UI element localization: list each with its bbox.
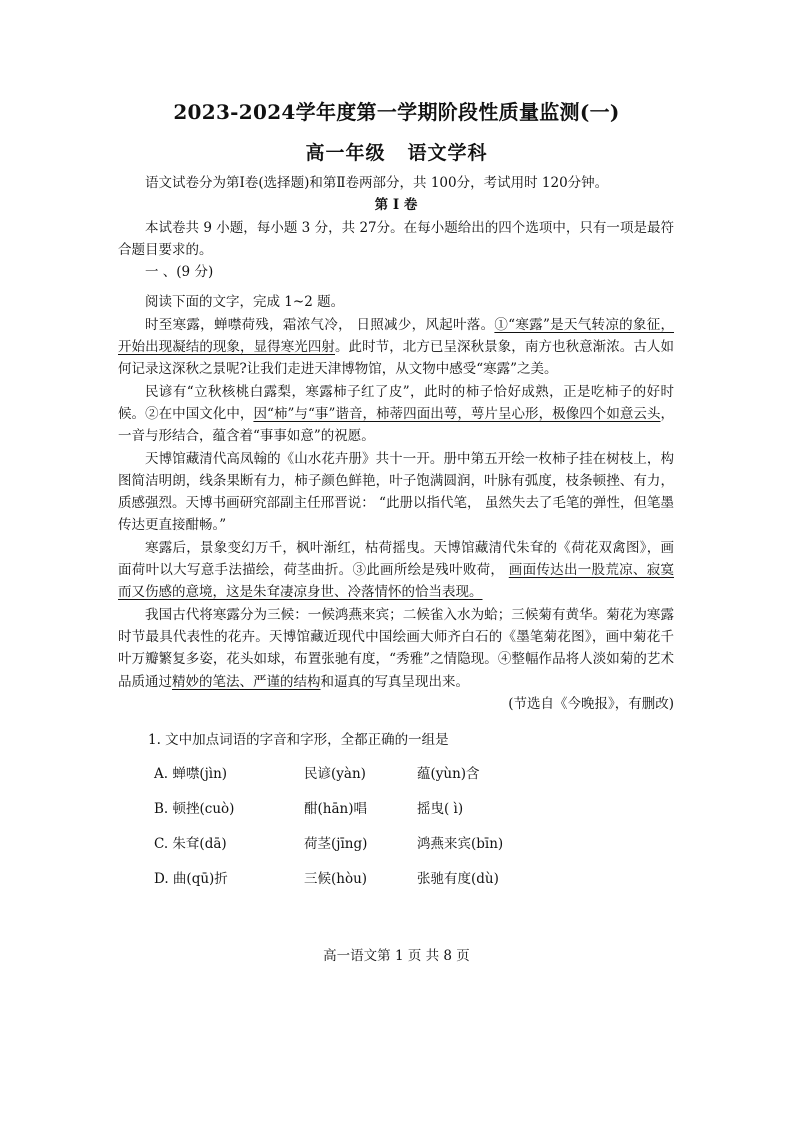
subject-label: 语文学科 — [407, 142, 488, 164]
exam-title: 2023-2024学年度第一学期阶段性质量监测(一) — [173, 100, 620, 124]
section-heading: 第 Ⅰ 卷 — [374, 197, 418, 214]
question-1-stem: 1. 文中加点词语的字音和字形，全都正确的一组是 — [148, 732, 449, 749]
exam-intro: 语文试卷分为第Ⅰ卷(选择题)和第Ⅱ卷两部分，共 100分，考试用时 120分钟。 — [145, 175, 609, 191]
underlined-phrase-4: 精妙的笔法、严谨的结构 — [172, 673, 321, 690]
passage-paragraph-5: 我国古代将寒露分为三候：一候鸿燕来宾；二候雀入水为蛤；三候菊有黄华。菊花为寒露时节最具代表性的花卉。天博馆藏近现代中国绘画大师齐白石的《墨笔菊花图》，画中菊花千叶万瓣繁复多姿，花头如球，布置张驰有度，“秀雅”之情隐现。④整幅作品将人淡如菊的艺术品质通过精妙的笔法、严谨的结构和逼真的写真呈现出来。 — [118, 606, 674, 690]
passage-paragraph-3: 天博馆藏清代高凤翰的《山水花卉册》共十一开。册中第五开绘一枚柿子挂在树枝上，构图简洁明朗，线条果断有力，柿子颜色鲜艳，叶子饱满圆润，叶脉有弧度，枝条顿挫、有力，质感强烈。天博书画研究部副主任邢晋说： “此册以指代笔， 虽然失去了毛笔的弹性，但笔墨传达更直接酣畅。” — [118, 450, 674, 534]
underlined-sentence-3: 画面传达出一股荒凉、寂寞而又伤感的意境，这是朱耷凄凉身世、冷落情怀的恰当表现。 — [118, 562, 674, 601]
exam-subtitle — [0, 138, 793, 165]
option-c: C. 朱耷(dā) 荷茎(jīng) 鸿燕来宾(bīn) — [154, 836, 504, 853]
passage-paragraph-2: 民谚有“立秋核桃白露梨，寒露柿子红了皮”，此时的柿子恰好成熟，正是吃柿子的好时候。②在中国文化中，因“柿”与“事”谐音，柿蒂四面出萼，萼片呈心形，极像四个如意云头，一音与形结合，蕴含着“事事如意”的祝愿。 — [118, 383, 674, 445]
grade-label: 高一年级 — [305, 142, 386, 164]
option-d: D. 曲(qū)折 三候(hòu) 张驰有度(dù) — [154, 871, 499, 888]
underlined-sentence-1: ①“寒露”是天气转凉的象征，开始出现凝结的现象，显得寒光四射 — [118, 316, 674, 356]
passage-paragraph-4: 寒露后，景象变幻万千，枫叶渐红，枯荷摇曳。天博馆藏清代朱耷的《荷花双禽图》，画面荷叶以大写意手法描绘，荷茎曲折。③此画所绘是残叶败荷， 画面传达出一股荒凉、寂寞而又伤感的意境，这是朱耷凄凉身世、冷落情怀的恰当表现。 — [118, 539, 674, 601]
page-footer: 高一语文第 1 页 共 8 页 — [323, 948, 470, 964]
option-a: A. 蝉噤(jìn) 民谚(yàn) 蕴(yùn)含 — [154, 766, 480, 783]
exam-body — [118, 172, 674, 897]
passage-source: (节选自《今晚报》，有删改) — [508, 695, 674, 712]
option-b: B. 顿挫(cuò) 酣(hān)唱 摇曳( ì) — [154, 801, 464, 818]
passage-paragraph-1: 时至寒露，蝉噤荷残，霜浓气冷， 日照减少，风起叶落。①“寒露”是天气转凉的象征，开始出现凝结的现象，显得寒光四射。此时节，北方已呈深秋景象，南方也秋意渐浓。古人如何记录这深秋之景呢?让我们走进天津博物馆，从文物中感受“寒露”之美。 — [118, 316, 674, 378]
section-description: 本试卷共 9 小题，每小题 3 分，共 27分。在每小题给出的四个选项中，只有一项是最符合题目要求的。 — [118, 219, 674, 258]
reading-instruction: 阅读下面的文字，完成 1~2 题。 — [145, 294, 345, 311]
part-label: 一 、(9 分) — [145, 264, 214, 281]
underlined-sentence-2: 因“柿”与“事”谐音，柿蒂四面出萼，萼片呈心形，极像四个如意云头 — [253, 405, 661, 422]
